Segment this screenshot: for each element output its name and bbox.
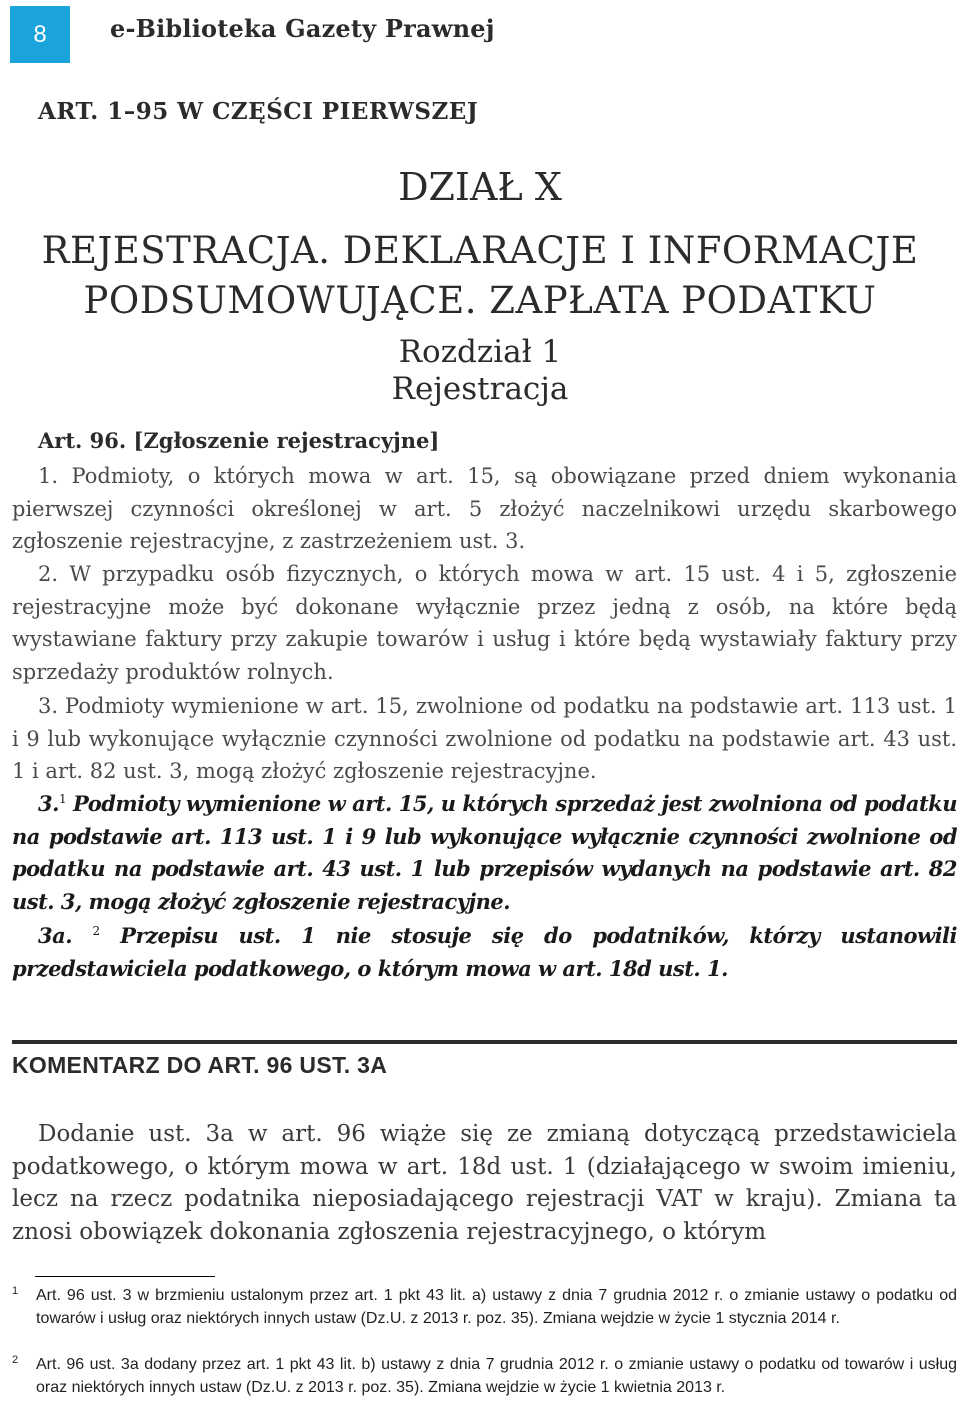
paragraph-text: Przepisu ust. 1 nie stosuje się do podatników, którzy ustanowili przedstawiciela podatkowego, o którym mowa w art. 18d ust. 1. bbox=[12, 923, 958, 981]
chapter-heading bbox=[0, 334, 960, 408]
article-paragraph-3a bbox=[12, 920, 957, 985]
paragraph-number: 3a. bbox=[38, 923, 73, 948]
division-label: DZIAŁ X bbox=[398, 165, 562, 209]
comment-divider bbox=[12, 1040, 957, 1044]
footnote-divider bbox=[35, 1276, 215, 1277]
article-paragraph-3: 3. Podmioty wymienione w art. 15, zwolnione od podatku na podstawie art. 113 ust. 1 i 9 lub wykonujące wyłącznie czynności zwolnione od podatku na podstawie art. 43 ust. 1 i art. 82 ust. 3, mogą złożyć zgłoszenie rejestracyjne. bbox=[12, 694, 957, 784]
footnote-ref-1[interactable]: 1 bbox=[58, 792, 67, 806]
footnote-2 bbox=[12, 1353, 957, 1399]
paragraph-text: Podmioty wymienione w art. 15, u których sprzedaż jest zwolniona od podatku na podstawie art. 113 ust. 1 i 9 lub wykonujące wyłącznie czynności zwolnione od podatku na podstawie art. 43 ust. 1 lub przepisów wydanych na podstawie art. 82 ust. 3, mogą złożyć zgłoszenie rejestracyjne. bbox=[12, 791, 957, 914]
footnote-ref-2[interactable]: 2 bbox=[92, 924, 100, 938]
footnote-text: Art. 96 ust. 3 w brzmieniu ustalonym przez art. 1 pkt 43 lit. a) ustawy z dnia 7 grudnia 2012 r. o zmianie ustawy o podatku od towarów i usług oraz niektórych innych ustaw (Dz.U. z 2013 r. poz. 35). Zmiana wejdzie w życie 1 stycznia 2014 r. bbox=[36, 1287, 957, 1327]
comment-heading: KOMENTARZ DO ART. 96 UST. 3A bbox=[12, 1052, 388, 1078]
publication-title: e-Biblioteka Gazety Prawnej bbox=[110, 14, 495, 43]
division-title bbox=[0, 226, 960, 326]
footnote-number: 1 bbox=[12, 1285, 19, 1297]
page-number-badge: 8 bbox=[10, 6, 70, 63]
chapter-label: Rozdział 1 bbox=[398, 334, 562, 370]
comment-text: Dodanie ust. 3a w art. 96 wiąże się ze zmianą dotyczącą przedstawiciela podatkowego, o którym mowa w art. 18d ust. 1 (działającego w swoim imieniu, lecz na rzecz podatnika nieposiadającego rejestracji VAT w kraju). Zmiana ta znosi obowiązek dokonania zgłoszenia rejestracyjnego, o którym bbox=[12, 1121, 957, 1245]
division-title-line-2: PODSUMOWUJĄCE. ZAPŁATA PODATKU bbox=[83, 279, 877, 322]
footnote-number: 2 bbox=[12, 1354, 19, 1366]
article-heading: Art. 96. [Zgłoszenie rejestracyjne] bbox=[38, 428, 440, 453]
article-paragraph-3-1 bbox=[12, 788, 957, 918]
article-paragraph-2: 2. W przypadku osób fizycznych, o których mowa w art. 15 ust. 4 i 5, zgłoszenie rejestracyjne może być dokonane wyłącznie przez jedną z osób, na które będą wystawiane faktury przy zakupie towarów i usług i które będą wystawiały faktury przy sprzedaży produktów rolnych. bbox=[12, 562, 957, 684]
paragraph-number: 3. bbox=[38, 791, 59, 816]
article-paragraph-1: 1. Podmioty, o których mowa w art. 15, są obowiązane przed dniem wykonania pierwszej czynności określonej w art. 5 złożyć naczelnikowi urzędu skarbowego zgłoszenie rejestracyjne, z zastrzeżeniem ust. 3. bbox=[12, 464, 957, 554]
chapter-title: Rejestracja bbox=[391, 371, 569, 407]
footnote-1 bbox=[12, 1284, 957, 1330]
division-title-line-1: REJESTRACJA. DEKLARACJE I INFORMACJE bbox=[41, 229, 919, 272]
footnote-text: Art. 96 ust. 3a dodany przez art. 1 pkt 43 lit. b) ustawy z dnia 7 grudnia 2012 r. o zmianie ustawy o podatku od towarów i usług oraz niektórych innych ustaw (Dz.U. z 2013 r. poz. 35). Zmiana wejdzie w życie 1 kwietnia 2013 r. bbox=[36, 1356, 957, 1396]
section-heading: ART. 1–95 W CZĘŚCI PIERWSZEJ bbox=[38, 98, 479, 125]
